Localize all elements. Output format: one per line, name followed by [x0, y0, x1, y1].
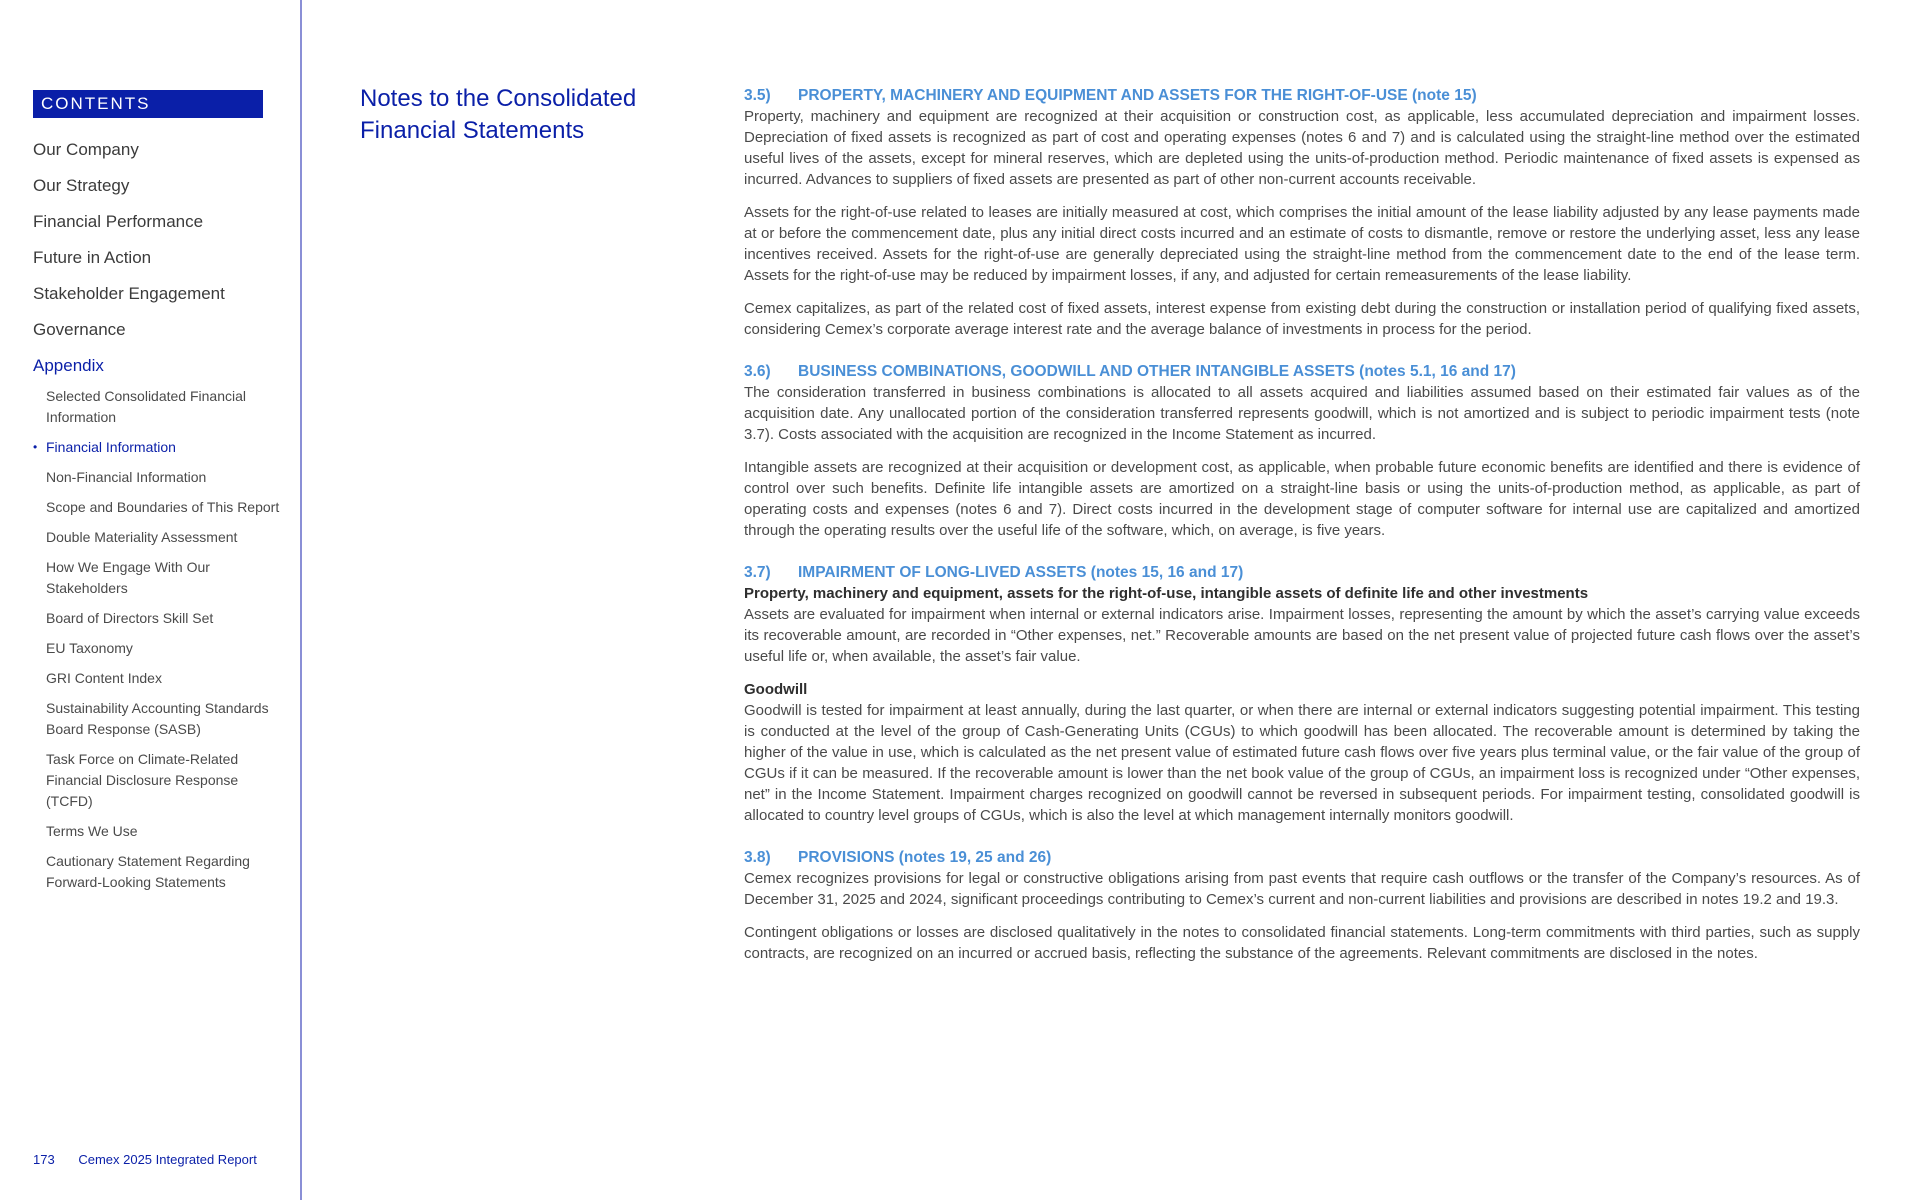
subheading: Property, machinery and equipment, assets for the right-of-use, intangible assets of definite life and other investments [744, 585, 1589, 602]
paragraph: Assets for the right-of-use related to leases are initially measured at cost, which comprises the initial amount of the lease liability adjusted by any lease payments made at or before the commencement date, plus any initial direct costs incurred and an estimate of costs to dismantle, remove or restore the underlying asset, less any lease incentives received. Assets for the right-of-use are generally depreciated using the straight-line method from the commencement date to the end of the lease term. Assets for the right-of-use may be reduced by impairment losses, if any, and adjusted for certain remeasurements of the lease liability. [744, 204, 1860, 284]
appendix-subnav-list [33, 386, 286, 902]
subnav-item-gri-content-index[interactable]: GRI Content Index [46, 670, 162, 686]
subnav-item-cautionary-statement[interactable]: Cautionary Statement Regarding Forward-Looking Statements [46, 853, 250, 890]
section-title: PROVISIONS (notes 19, 25 and 26) [798, 849, 1052, 866]
page-title: Notes to the Consolidated Financial Statements [360, 85, 637, 144]
section-title: PROPERTY, MACHINERY AND EQUIPMENT AND ASSETS FOR THE RIGHT-OF-USE (note 15) [798, 87, 1477, 104]
section-3-8 [744, 848, 1860, 964]
subnav-item-terms-we-use[interactable]: Terms We Use [46, 823, 138, 839]
section-3-7 [744, 563, 1860, 826]
section-number: 3.6) [744, 363, 771, 380]
contents-badge[interactable]: CONTENTS [33, 90, 263, 118]
main-nav-list [33, 136, 225, 388]
section-number: 3.8) [744, 849, 771, 866]
section-title: BUSINESS COMBINATIONS, GOODWILL AND OTHER INTANGIBLE ASSETS (notes 5.1, 16 and 17) [798, 363, 1516, 380]
section-number: 3.5) [744, 87, 771, 104]
subnav-item-financial-information[interactable] [33, 437, 286, 458]
section-heading [744, 362, 1860, 382]
main-content [744, 86, 1860, 986]
subheading: Goodwill [744, 681, 808, 698]
sidebar-nav [0, 0, 302, 1200]
paragraph: Goodwill is tested for impairment at least annually, during the last quarter, or when there are internal or external indicators suggesting potential impairment. This testing is conducted at the level of the group of Cash-Generating Units (CGUs) to which goodwill has been allocated. The recoverable amount is determined by taking the higher of the value in use, which is calculated as the net present value of estimated future cash flows over five years plus terminal value, or the fair value of the group of CGUs if it can be measured. If the recoverable amount is lower than the net book value of the group of CGUs, an impairment loss is recognized under “Other expenses, net” in the Income Statement. Impairment charges recognized on goodwill cannot be reversed in subsequent periods. For impairment testing, consolidated goodwill is allocated to country level groups of CGUs, which is also the level at which management internally monitors goodwill. [744, 702, 1860, 824]
page-number: 173 [33, 1152, 55, 1167]
paragraph: Intangible assets are recognized at their acquisition or development cost, as applicable, when probable future economic benefits are identified and there is evidence of control over such benefits. Definite life intangible assets are amortized on a straight-line basis or using the units-of-production method, as applicable, as part of operating costs and expenses (notes 6 and 7). Direct costs incurred in the development stage of computer software for internal use are capitalized and amortized through the operating results over the useful life of the software, which, on average, is five years. [744, 459, 1860, 539]
paragraph: Cemex capitalizes, as part of the related cost of fixed assets, interest expense from existing debt during the construction or installation period of qualifying fixed assets, considering Cemex’s corporate average interest rate and the average balance of investments in process for the period. [744, 300, 1860, 338]
nav-item-governance[interactable]: Governance [33, 320, 126, 339]
subnav-item-scope-and-boundaries[interactable]: Scope and Boundaries of This Report [46, 499, 280, 515]
paragraph: Assets are evaluated for impairment when internal or external indicators arise. Impairment losses, representing the amount by which the asset’s carrying value exceeds its recoverable amount, are recorded in “Other expenses, net.” Recoverable amounts are based on the net present value of projected future cash flows over the asset’s useful life or, when available, the asset’s fair value. [744, 606, 1860, 665]
nav-item-stakeholder-engagement[interactable]: Stakeholder Engagement [33, 284, 225, 303]
paragraph: Cemex recognizes provisions for legal or constructive obligations arising from past events that require cash outflows or the transfer of the Company’s resources. As of December 31, 2025 and 2024, significant proceedings contributing to Cemex’s current and non-current liabilities and provisions are described in notes 19.2 and 19.3. [744, 870, 1860, 908]
paragraph: Property, machinery and equipment are recognized at their acquisition or construction cost, as applicable, less accumulated depreciation and impairment losses. Depreciation of fixed assets is recognized as part of cost and operating expenses (notes 6 and 7) and is calculated using the straight-line method over the estimated useful lives of the assets, except for mineral reserves, which are depleted using the units-of-production method. Periodic maintenance of fixed assets is expensed as incurred. Advances to suppliers of fixed assets are presented as part of other non-current accounts receivable. [744, 108, 1860, 188]
section-heading [744, 86, 1860, 106]
subnav-item-selected-consolidated-financial-information[interactable]: Selected Consolidated Financial Information [46, 388, 247, 425]
section-title: IMPAIRMENT OF LONG-LIVED ASSETS (notes 15, 16 and 17) [798, 564, 1244, 581]
nav-item-our-strategy[interactable]: Our Strategy [33, 176, 130, 195]
section-3-6 [744, 362, 1860, 541]
nav-item-financial-performance[interactable]: Financial Performance [33, 212, 204, 231]
section-heading [744, 563, 1860, 583]
report-title: Cemex 2025 Integrated Report [78, 1152, 257, 1167]
subnav-item-board-skill-set[interactable]: Board of Directors Skill Set [46, 610, 214, 626]
subnav-item-sasb[interactable]: Sustainability Accounting Standards Board Response (SASB) [46, 700, 269, 737]
section-number: 3.7) [744, 564, 771, 581]
nav-item-our-company[interactable]: Our Company [33, 140, 139, 159]
paragraph: Contingent obligations or losses are disclosed qualitatively in the notes to consolidated financial statements. Long-term commitments with third parties, such as supply contracts, are recognized on an incurred or accrued basis, reflecting the substance of the agreements. Relevant commitments are disclosed in the notes. [744, 924, 1860, 962]
subnav-item-non-financial-information[interactable]: Non-Financial Information [46, 469, 207, 485]
subnav-item-tcfd[interactable]: Task Force on Climate-Related Financial Disclosure Response (TCFD) [46, 751, 239, 809]
section-3-5 [744, 86, 1860, 340]
paragraph: The consideration transferred in business combinations is allocated to all assets acquired and liabilities assumed based on their estimated fair values as of the acquisition date. Any unallocated portion of the consideration transferred represents goodwill, which is not amortized and is subject to periodic impairment tests (note 3.7). Costs associated with the acquisition are recognized in the Income Statement as incurred. [744, 384, 1860, 443]
section-heading [744, 848, 1860, 868]
subnav-item-how-we-engage[interactable]: How We Engage With Our Stakeholders [46, 559, 210, 596]
nav-item-future-in-action[interactable]: Future in Action [33, 248, 152, 267]
current-page-bullet-icon: • [33, 440, 38, 454]
subnav-item-eu-taxonomy[interactable]: EU Taxonomy [46, 640, 133, 656]
page-footer [33, 1152, 257, 1167]
subnav-item-double-materiality-assessment[interactable]: Double Materiality Assessment [46, 529, 238, 545]
subnav-item-label: Financial Information [46, 439, 176, 455]
nav-item-appendix[interactable]: Appendix [33, 356, 104, 375]
